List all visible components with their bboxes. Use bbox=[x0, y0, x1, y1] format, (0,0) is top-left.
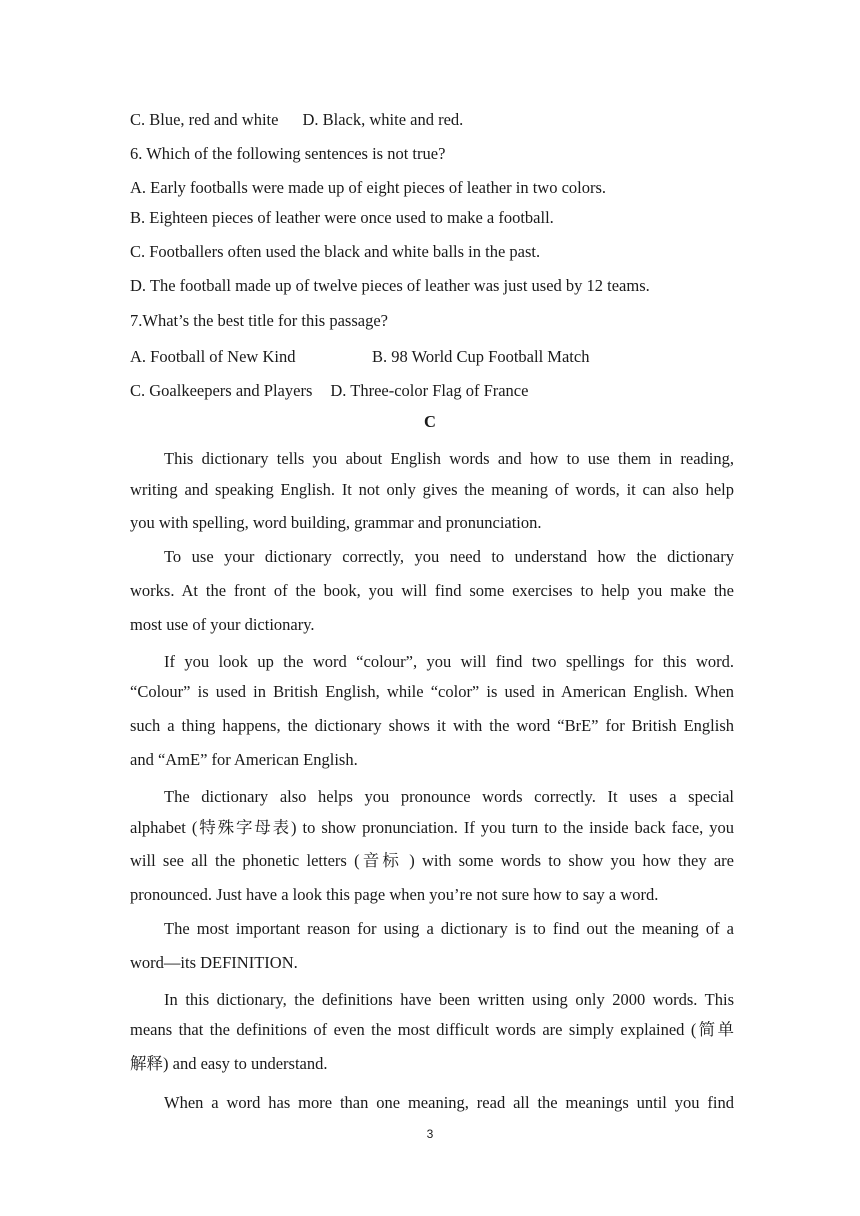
passage-line: pronounced. Just have a look this page when you’re not sure how to say a word. bbox=[130, 885, 659, 904]
q6-option-b: B. Eighteen pieces of leather were once used to make a football. bbox=[130, 208, 554, 227]
section-heading: C bbox=[424, 412, 436, 431]
q7-option-c: C. Goalkeepers and Players bbox=[130, 381, 313, 400]
q7-options-ab bbox=[130, 347, 589, 367]
q6-question: 6. Which of the following sentences is not true? bbox=[130, 144, 446, 163]
q5-option-c: C. Blue, red and white bbox=[130, 110, 279, 129]
passage-line: you with spelling, word building, grammar and pronunciation. bbox=[130, 513, 542, 532]
passage-line: writing and speaking English. It not only gives the meaning of words, it can also help bbox=[130, 480, 734, 499]
q7-question: 7.What’s the best title for this passage? bbox=[130, 311, 388, 330]
q5-option-d: D. Black, white and red. bbox=[302, 110, 464, 129]
passage-line: In this dictionary, the definitions have been written using only 2000 words. This bbox=[164, 990, 734, 1009]
passage-line: This dictionary tells you about English words and how to use them in reading, bbox=[164, 449, 734, 468]
q6-option-d: D. The football made up of twelve pieces of leather was just used by 12 teams. bbox=[130, 276, 650, 295]
passage-line: will see all the phonetic letters (音标 ) with some words to show you how they are bbox=[130, 851, 734, 870]
passage-line: word—its DEFINITION. bbox=[130, 953, 298, 972]
q7-options-cd bbox=[130, 381, 528, 401]
passage-line: The dictionary also helps you pronounce words correctly. It uses a special bbox=[164, 787, 734, 806]
q7-option-d: D. Three-color Flag of France bbox=[330, 381, 529, 400]
q7-option-a: A. Football of New Kind bbox=[130, 347, 296, 366]
q6-option-a: A. Early footballs were made up of eight pieces of leather in two colors. bbox=[130, 178, 607, 197]
page-number: 3 bbox=[426, 1127, 434, 1141]
q6-option-c: C. Footballers often used the black and white balls in the past. bbox=[130, 242, 541, 261]
q5-options-cd bbox=[130, 110, 463, 130]
passage-line: means that the definitions of even the most difficult words are simply explained (简单 bbox=[130, 1020, 734, 1039]
passage-line: alphabet (特殊字母表) to show pronunciation. If you turn to the inside back face, you bbox=[130, 818, 734, 837]
passage-line: 解释) and easy to understand. bbox=[130, 1054, 328, 1073]
passage-line: If you look up the word “colour”, you will find two spellings for this word. bbox=[164, 652, 734, 671]
passage-line: works. At the front of the book, you will find some exercises to help you make the bbox=[130, 581, 734, 600]
q7-option-b: B. 98 World Cup Football Match bbox=[372, 347, 590, 366]
passage-line: and “AmE” for American English. bbox=[130, 750, 358, 769]
passage-line: “Colour” is used in British English, while “color” is used in American English. When bbox=[130, 682, 734, 701]
passage-line: most use of your dictionary. bbox=[130, 615, 315, 634]
passage-line: such a thing happens, the dictionary shows it with the word “BrE” for British English bbox=[130, 716, 734, 735]
passage-line: When a word has more than one meaning, read all the meanings until you find bbox=[164, 1093, 734, 1112]
passage-line: The most important reason for using a dictionary is to find out the meaning of a bbox=[164, 919, 734, 938]
passage-line: To use your dictionary correctly, you need to understand how the dictionary bbox=[164, 547, 734, 566]
